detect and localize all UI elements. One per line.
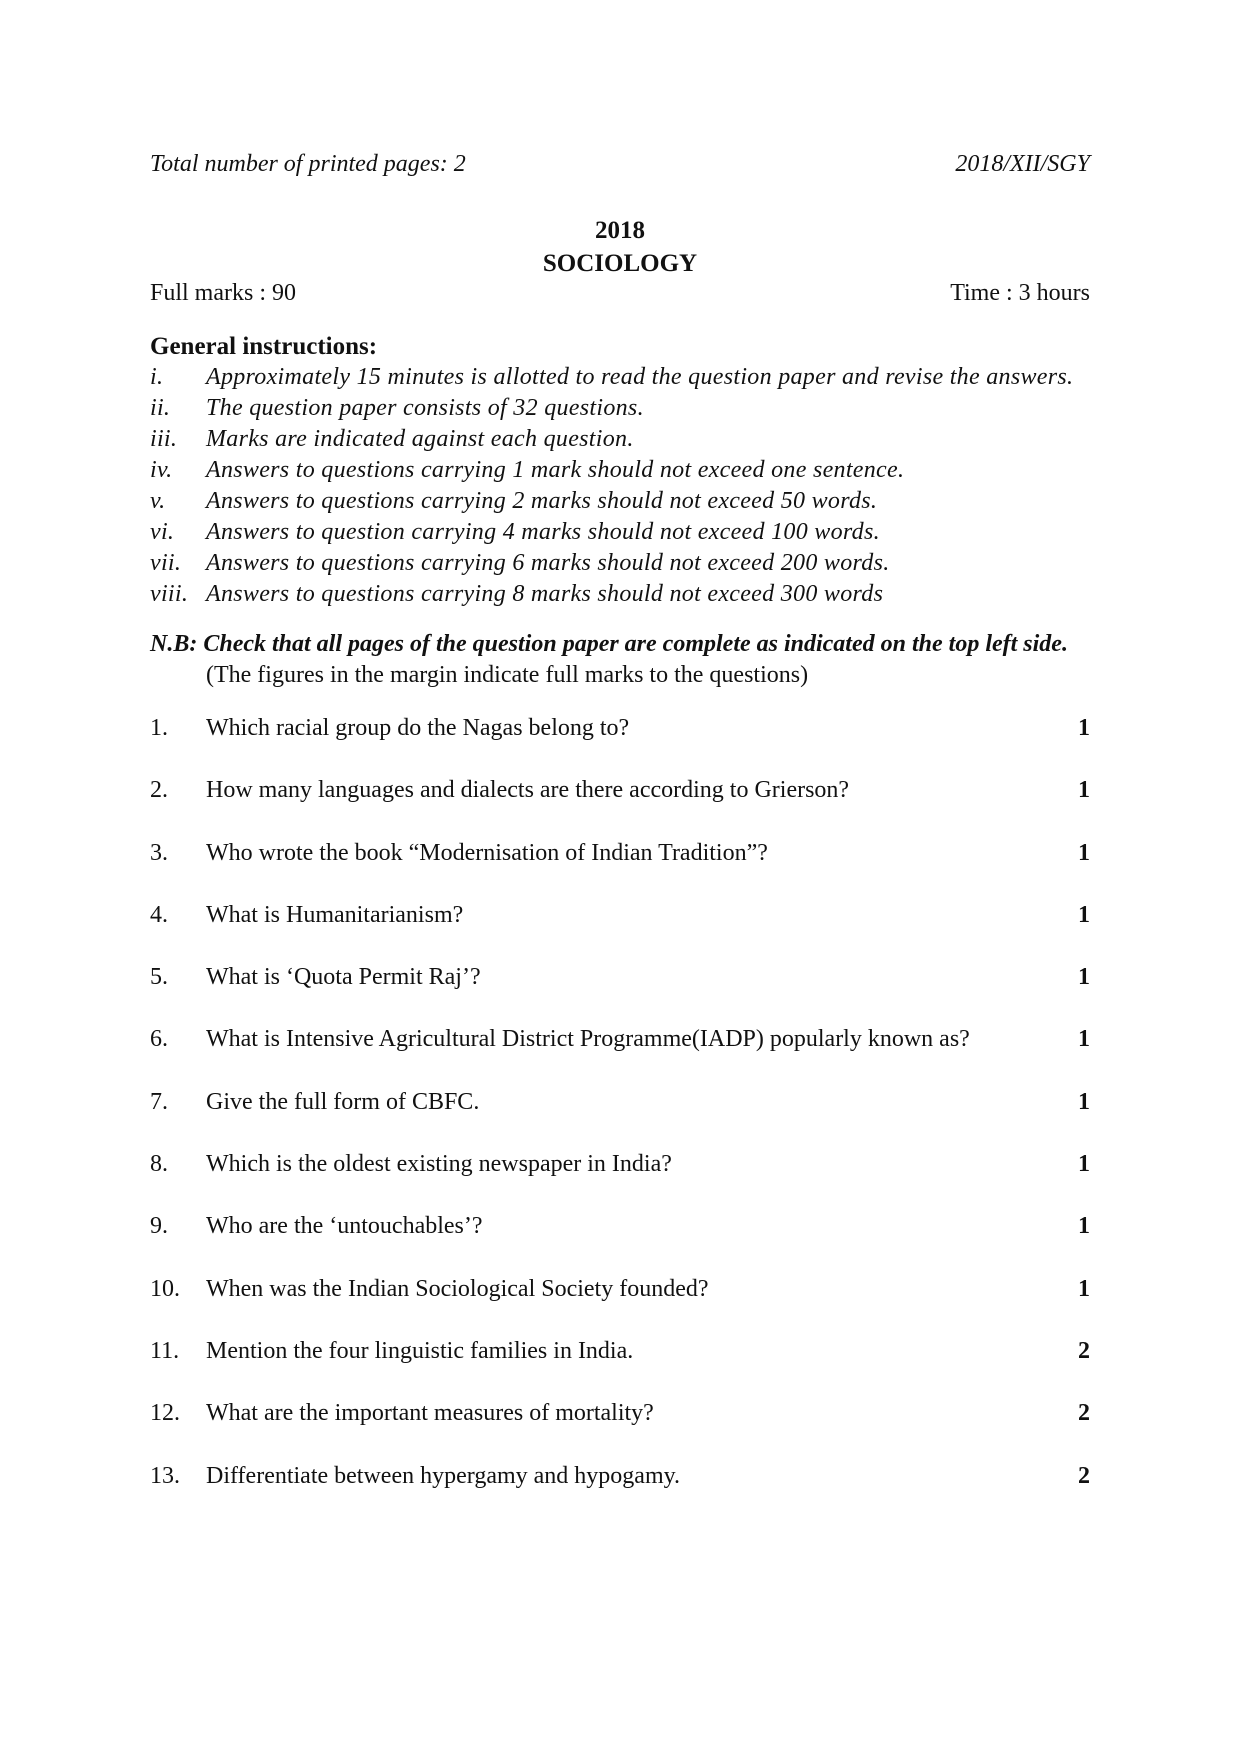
question-text: Differentiate between hypergamy and hypogamy.: [206, 1462, 681, 1489]
paper-title: [150, 214, 1090, 280]
instruction-number: vii.: [150, 550, 182, 576]
instruction-number: viii.: [150, 581, 189, 607]
question-marks: 2: [1078, 1337, 1090, 1364]
question-item: [150, 774, 1090, 806]
question-text: Give the full form of CBFC.: [206, 1088, 480, 1115]
question-marks: 2: [1078, 1462, 1090, 1489]
page-header: [150, 146, 1090, 182]
question-marks: 1: [1078, 901, 1090, 928]
instruction-item: [150, 486, 1090, 517]
question-marks: 1: [1078, 715, 1090, 741]
subject-title: SOCIOLOGY: [542, 250, 698, 277]
nb-note: N.B: Check that all pages of the question paper are complete as indicated on the top left side.: [150, 631, 1068, 657]
instruction-item: [150, 455, 1090, 486]
question-number: 12.: [150, 1400, 180, 1427]
question-item: [150, 1086, 1090, 1118]
question-item: [150, 1335, 1090, 1367]
question-marks: 1: [1078, 1088, 1090, 1115]
question-marks: 2: [1078, 1400, 1090, 1427]
instruction-number: vi.: [150, 519, 175, 545]
question-number: 11.: [150, 1337, 180, 1364]
question-text: How many languages and dialects are there according to Grierson?: [206, 777, 850, 804]
instruction-text: Answers to questions carrying 8 marks should not exceed 300 words: [206, 581, 884, 607]
question-number: 5.: [150, 964, 168, 991]
question-text: Mention the four linguistic families in India.: [206, 1337, 634, 1364]
paper-code: 2018/XII/SGY: [955, 151, 1090, 177]
instruction-item: [150, 393, 1090, 424]
instruction-number: i.: [150, 364, 164, 390]
question-text: When was the Indian Sociological Society founded?: [206, 1275, 709, 1302]
question-item: [150, 1273, 1090, 1305]
question-number: 1.: [150, 715, 168, 741]
instruction-text: Approximately 15 minutes is allotted to read the question paper and revise the answers.: [206, 364, 1074, 390]
instruction-number: iii.: [150, 426, 178, 452]
question-number: 9.: [150, 1213, 168, 1240]
question-item: [150, 1023, 1090, 1055]
questions-list: [150, 712, 1090, 1492]
instruction-item: [150, 548, 1090, 579]
full-marks: Full marks : 90: [150, 280, 297, 306]
question-number: 8.: [150, 1151, 168, 1178]
instruction-number: v.: [150, 488, 166, 514]
instruction-text: Answers to questions carrying 1 mark should not exceed one sentence.: [206, 457, 905, 483]
instruction-item: [150, 424, 1090, 455]
exam-year: 2018: [595, 217, 645, 244]
instructions-list: [150, 362, 1090, 610]
question-text: What are the important measures of mortality?: [206, 1400, 654, 1427]
question-marks: 1: [1078, 964, 1090, 991]
question-text: Which is the oldest existing newspaper in India?: [206, 1151, 672, 1178]
instruction-text: Answers to questions carrying 6 marks should not exceed 200 words.: [206, 550, 890, 576]
question-text: What is Humanitarianism?: [206, 901, 464, 928]
question-number: 10.: [150, 1275, 180, 1302]
question-marks: 1: [1078, 839, 1090, 866]
question-item: [150, 1460, 1090, 1492]
nb-subnote: (The figures in the margin indicate full marks to the questions): [206, 662, 809, 688]
instruction-text: Marks are indicated against each question.: [206, 426, 634, 452]
question-marks: 1: [1078, 777, 1090, 804]
question-item: [150, 712, 1090, 744]
instruction-number: iv.: [150, 457, 173, 483]
question-marks: 1: [1078, 1026, 1090, 1053]
time-allowed: Time : 3 hours: [950, 280, 1090, 306]
question-text: Who are the ‘untouchables’?: [206, 1213, 483, 1240]
printed-pages-note: Total number of printed pages: 2: [150, 151, 466, 177]
instruction-item: [150, 517, 1090, 548]
question-text: What is Intensive Agricultural District Programme(IADP) popularly known as?: [206, 1026, 970, 1053]
question-number: 2.: [150, 777, 168, 804]
question-item: [150, 837, 1090, 869]
instruction-text: Answers to question carrying 4 marks should not exceed 100 words.: [206, 519, 880, 545]
question-marks: 1: [1078, 1151, 1090, 1178]
instruction-text: The question paper consists of 32 questions.: [206, 395, 644, 421]
question-number: 7.: [150, 1088, 168, 1115]
instruction-text: Answers to questions carrying 2 marks should not exceed 50 words.: [206, 488, 878, 514]
question-number: 3.: [150, 839, 168, 866]
instruction-item: [150, 579, 1090, 610]
question-number: 6.: [150, 1026, 168, 1053]
question-number: 4.: [150, 901, 168, 928]
question-text: Who wrote the book “Modernisation of Indian Tradition”?: [206, 839, 768, 866]
general-instructions-heading: General instructions:: [150, 333, 378, 360]
question-paper-page: [150, 146, 1090, 1522]
question-item: [150, 1397, 1090, 1429]
question-item: [150, 1148, 1090, 1180]
question-marks: 1: [1078, 1213, 1090, 1240]
instruction-item: [150, 362, 1090, 393]
instruction-number: ii.: [150, 395, 171, 421]
marks-time-line: [150, 278, 1090, 308]
question-text: Which racial group do the Nagas belong to?: [206, 715, 630, 741]
question-number: 13.: [150, 1462, 180, 1489]
question-item: [150, 1210, 1090, 1242]
question-item: [150, 961, 1090, 993]
question-marks: 1: [1078, 1275, 1090, 1302]
question-text: What is ‘Quota Permit Raj’?: [206, 964, 481, 991]
question-item: [150, 899, 1090, 931]
